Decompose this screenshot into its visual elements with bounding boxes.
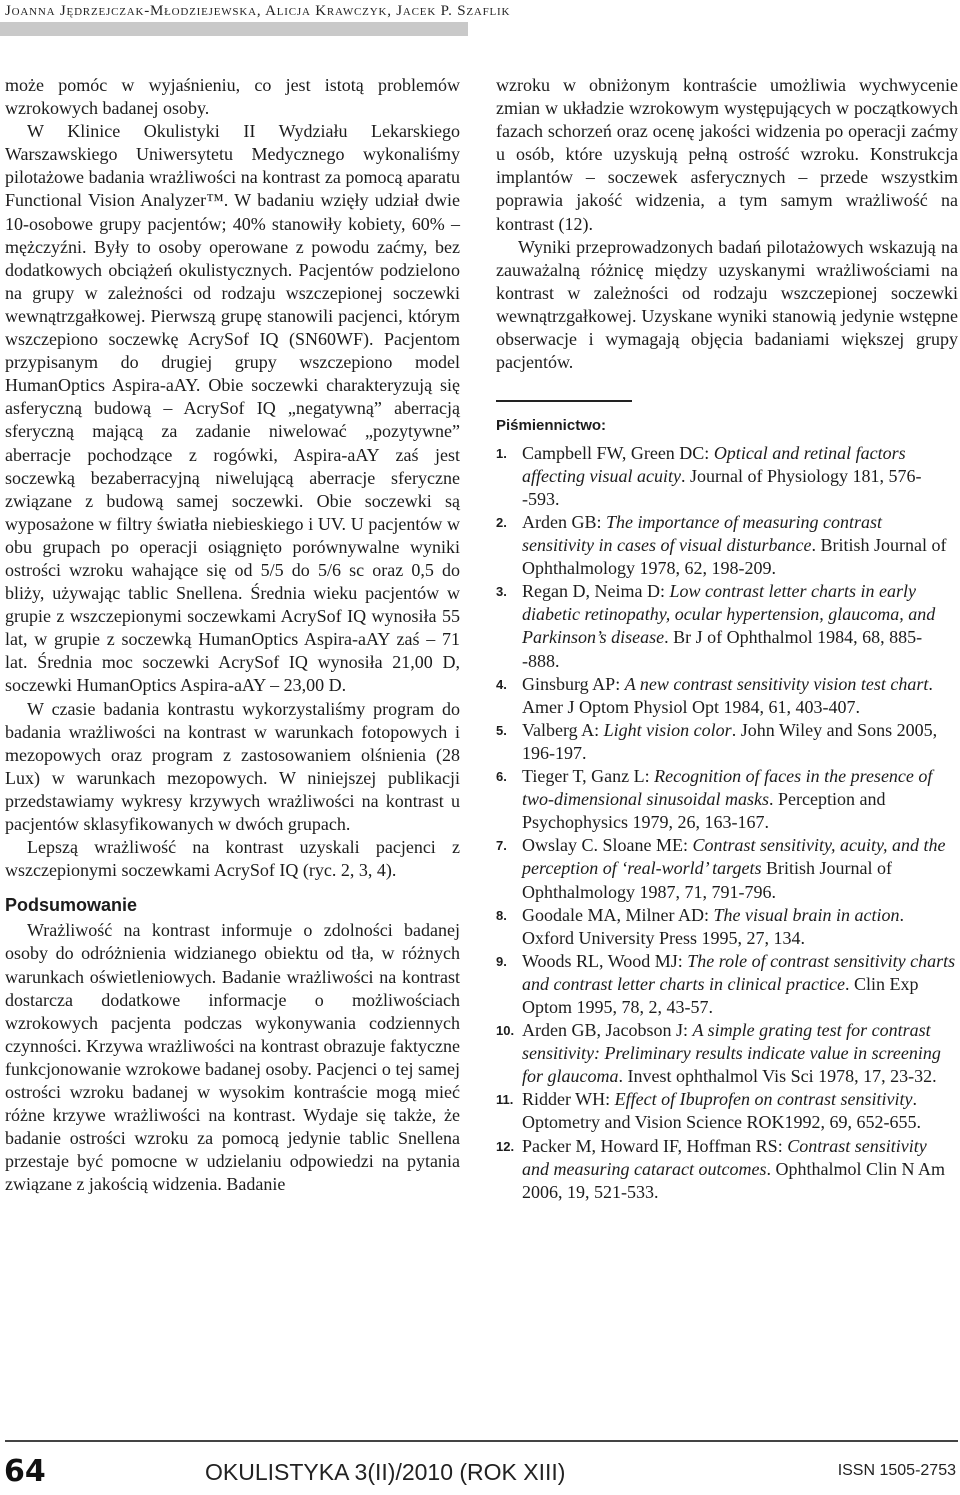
reference-item (496, 673, 958, 719)
reference-authors: Tieger T, Ganz L: (522, 766, 655, 787)
reference-item (496, 442, 958, 511)
body-paragraph: może pomóc w wyjaśnieniu, co jest istotą problemów wzrokowych badanej osoby. (5, 75, 460, 119)
reference-source: . Oxford University Press 1995, 27, 134. (522, 904, 904, 948)
reference-item (496, 1019, 958, 1088)
reference-authors: Goodale MA, Milner AD: (522, 904, 714, 925)
reference-source: . British Journal of Ophthalmology 1978, 62, 198-209. (522, 535, 947, 579)
reference-number: 2. (496, 515, 507, 530)
reference-source: . Perception and Psychophysics 1979, 26, 163-167. (522, 789, 886, 833)
reference-authors: Ridder WH: (522, 1089, 615, 1110)
reference-authors: Packer M, Howard IF, Hoffman RS: (522, 1135, 788, 1156)
reference-source: . Clin Exp Optom 1995, 78, 2, 43-57. (522, 973, 919, 1017)
journal-name: OKULISTYKA 3(II)/2010 (ROK XIII) (205, 1459, 566, 1485)
running-header (0, 0, 960, 40)
reference-authors: Arden GB, Jacobson J: (522, 1020, 693, 1041)
issn: ISSN 1505-2753 (837, 1462, 956, 1479)
reference-number: 9. (496, 953, 507, 969)
reference-source: . Invest ophthalmol Vis Sci 1978, 17, 23-32. (618, 1066, 937, 1087)
reference-authors: Arden GB: (522, 512, 606, 532)
reference-item (496, 511, 958, 580)
reference-title: Effect of Ibuprofen on contrast sensitivity (614, 1089, 913, 1110)
reference-title: Recognition of faces in the presence of two-dimensional sinusoidal masks (522, 766, 933, 810)
reference-number: 11. (496, 1092, 514, 1108)
reference-source: . Ophthalmol Clin N Am 2006, 19, 521-533. (522, 1158, 945, 1202)
reference-title: Optical and retinal factors affecting visual acuity (522, 442, 906, 486)
reference-authors: Campbell FW, Green DC: (522, 442, 714, 463)
section-title: Podsumowanie (5, 895, 138, 916)
reference-authors: Ginsburg AP: (522, 673, 625, 694)
reference-authors: Valberg A: (522, 719, 604, 740)
reference-title: Contrast sensitivity, acuity, and the perception of ‘real-world’ targets (522, 835, 946, 879)
reference-source: . Journal of Physiology 181, 576--593. (522, 465, 922, 509)
reference-item (496, 834, 958, 903)
reference-title: Light vision color (603, 719, 732, 740)
body-paragraph: wzroku w obniżonym kontraście umożliwia wychwycenie zmian w układzie wzrokowym występujących w początkowych fazach schorzeń oraz ocenę jakości widzenia po operacji zaćmy u osób, które uzyskują pełną ostrość wzroku. Konstrukcja implantów – soczewek asferycznych – przede wszystkim poprawia jakość widzenia, a tym samym wrażliwość na kontrast (12). (496, 75, 958, 234)
reference-number: 1. (496, 445, 507, 461)
reference-item (496, 1135, 958, 1204)
reference-title: A simple grating test for contrast sensitivity: Preliminary results indicate value in screening for glaucoma (522, 1020, 941, 1087)
reference-authors: Woods RL, Wood MJ: (522, 950, 688, 971)
reference-title: The role of contrast sensitivity charts and contrast letter charts in clinical practice (522, 950, 956, 994)
reference-number: 6. (496, 769, 507, 785)
references-title: Piśmiennictwo: (496, 416, 607, 434)
page-number: 64 (4, 1454, 46, 1489)
footer-rule (5, 1440, 958, 1442)
left-column (5, 74, 460, 1197)
reference-title: A new contrast sensitivity vision test chart (624, 673, 929, 694)
reference-title: Low contrast letter charts in early diabetic retinopathy, ocular hypertension, glaucoma, and Parkinson’s disease (522, 581, 936, 648)
reference-authors: Regan D, Neima D: (522, 581, 670, 602)
reference-number: 3. (496, 584, 507, 600)
reference-title: The importance of measuring contrast sensitivity in cases of visual disturbance (522, 512, 882, 556)
reference-item (496, 950, 958, 1019)
body-paragraph: W czasie badania kontrastu wykorzystaliśmy program do badania wrażliwości na kontrast w warunkach fotopowych i mezopowych oraz program z zastosowaniem olśnienia (28 Lux) w warunkach mezopowych. W niniejszej publikacji przedstawiamy wykresy krzywych wrażliwości na kontrast u pacjentów sklasyfikowanych w dwóch grupach. (5, 698, 460, 834)
reference-number: 4. (496, 676, 507, 692)
body-paragraph: Lepszą wrażliwość na kontrast uzyskali pacjenci z wszczepionymi soczewkami AcrySof IQ (ryc. 2, 3, 4). (5, 837, 460, 881)
reference-number: 12. (496, 1138, 515, 1154)
summary-paragraph: Wrażliwość na kontrast informuje o zdolności badanej osoby do odróżnienia widzianego obiektu od tła, w różnych warunkach oświetleniowych. Badanie wrażliwości na kontrast dostarcza dodatkowe informacje o możliwościach wzrokowych pacjenta podczas wykonywania codziennych czynności. Krzywa wrażliwości na kontrast obrazuje faktyczne funkcjonowanie wzrokowe badanej osoby. Pacjenci o tej samej ostrości wzroku badanej w wysokim kontraście mogą mieć różne krzywe wrażliwości na kontrast. Wydaje się także, że badanie ostrości wzroku za pomocą jedynie tablic Snellena przestaje być pomocne w udzielaniu odpowiedzi na pytania związane z jakością widzenia. Badanie (5, 920, 460, 1195)
reference-item (496, 719, 958, 765)
body-paragraph: Wyniki przeprowadzonych badań pilotażowych wskazują na zauważalną różnicę między uzyskanymi wrażliwościami na kontrast w zależności od rodzaju wszczepionej soczewki wewnątrzgałkowej. Uzyskane wyniki stanowią jedynie wstępne obserwacje i wymagają objęcia badaniami większej grupy pacjentów. (496, 236, 958, 373)
references-rule (496, 400, 632, 402)
reference-item (496, 904, 958, 950)
reference-number: 8. (496, 907, 507, 923)
reference-title: Contrast sensitivity and measuring cataract outcomes (522, 1135, 927, 1179)
body-paragraph: W Klinice Okulistyki II Wydziału Lekarskiego Warszawskiego Uniwersytetu Medycznego wykonaliśmy pilotażowe badania wrażliwości na kontrast za pomocą aparatu Functional Vision Analyzer™. W badaniu wzięły udział dwie 10-osobowe grupy pacjentów; 40% stanowiły kobiety, 60% – mężczyźni. Były to osoby operowane z powodu zaćmy, bez dodatkowych obciążeń okulistycznych. Pacjentów podzielono na grupy w zależności od rodzaju wszczepionej soczewki wewnątrzgałkowej. Pierwszą grupę stanowili pacjenci, którym wszczepiono soczewkę AcrySof IQ (SN60WF). Pacjentom przypisanym do drugiej grupy wszczepiono model HumanOptics Aspira-aAY. Obie soczewki charakteryzują się asferyczną budową – AcrySof IQ „negatywną” aberracją sferyczną mającą za zadanie niwelować „pozytywne” aberracje pochodzące z rogówki, Aspira-aAY zaś jest soczewką bezaberracyjną niwelującą aberracje sferyczne związane z budową samej soczewki. Obie soczewki są wyposażone w filtry światła niebieskiego i UV. U pacjentów w obu grupach po operacji osiągnięto porównywalne wyniki ostrości wzroku wahające się od 5/5 do 5/6 sc oraz 0,5 do bliży, używając tablic Snellena. Średnia wieku pacjentów w grupie z wszczepionymi soczewkami AcrySof IQ wynosiła 55 lat, w grupie z soczewką HumanOptics Aspira-aAY zaś – 71 lat. Średnia moc soczewki AcrySof IQ wynosiła 21,00 D, soczewki HumanOptics Aspira-aAY – 23,00 D. (5, 121, 460, 696)
reference-title: The visual brain in action (713, 904, 900, 925)
reference-item (496, 580, 958, 672)
reference-item (496, 1088, 958, 1134)
reference-number: 7. (496, 838, 507, 854)
references-list (496, 442, 958, 1204)
reference-number: 5. (496, 722, 507, 738)
reference-source: . Optometry and Vision Science ROK1992, 69, 652-655. (522, 1089, 922, 1133)
reference-number: 10. (496, 1023, 515, 1039)
reference-source: . Br J of Ophthalmol 1984, 68, 885--888. (522, 627, 923, 671)
right-column (496, 74, 958, 1204)
reference-source: British Journal of Ophthalmology 1987, 71, 791-796. (522, 858, 892, 902)
reference-source: . John Wiley and Sons 2005, 196-197. (522, 719, 938, 763)
header-bar (0, 22, 468, 36)
reference-authors: Owslay C. Sloane ME: (522, 835, 693, 856)
header-authors: Joanna Jędrzejczak-Młodziejewska, Alicja Krawczyk, Jacek P. Szaflik (5, 3, 511, 19)
page-footer (0, 1440, 960, 1495)
reference-source: . Amer J Optom Physiol Opt 1984, 61, 403-407. (522, 673, 933, 717)
reference-item (496, 765, 958, 834)
